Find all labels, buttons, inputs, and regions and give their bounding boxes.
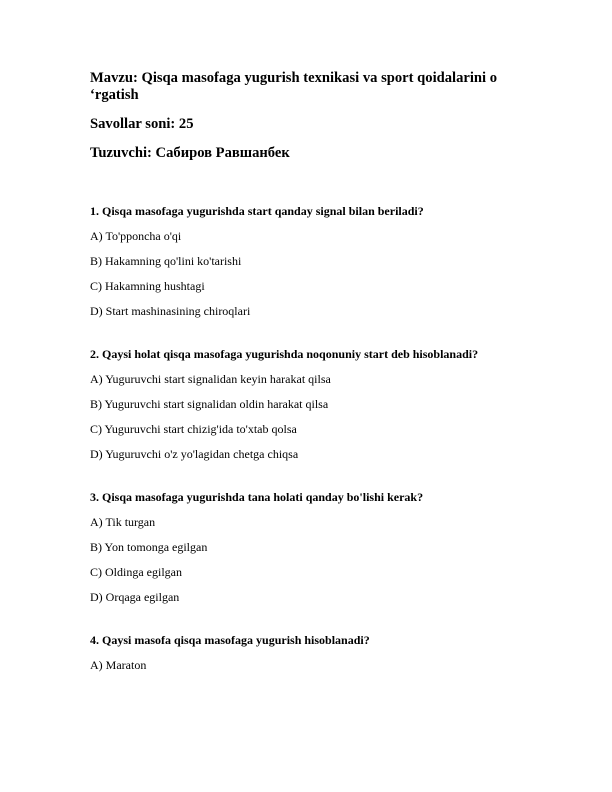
answer-option: A) Yuguruvchi start signalidan keyin harakat qilsa xyxy=(90,372,331,386)
answer-option: B) Yuguruvchi start signalidan oldin harakat qilsa xyxy=(90,397,329,411)
document-header xyxy=(90,70,530,162)
answer-option: B) Yon tomonga egilgan xyxy=(90,540,208,554)
question-text: 2. Qaysi holat qisqa masofaga yugurishda noqonuniy start deb hisoblanadi? xyxy=(90,347,479,361)
answer-option: B) Hakamning qo'lini ko'tarishi xyxy=(90,254,242,268)
answer-option: D) Start mashinasining chiroqlari xyxy=(90,304,251,318)
question-count: Savollar soni: 25 xyxy=(90,116,194,132)
answer-option: C) Yuguruvchi start chizig'ida to'xtab qolsa xyxy=(90,422,297,436)
question-list xyxy=(90,204,540,701)
question-text: 1. Qisqa masofaga yugurishda start qanday signal bilan beriladi? xyxy=(90,204,424,218)
answer-option: D) Orqaga egilgan xyxy=(90,590,180,604)
topic-title-line2: ʻrgatish xyxy=(90,87,139,103)
question-block xyxy=(90,633,540,672)
question-text: 4. Qaysi masofa qisqa masofaga yugurish hisoblanadi? xyxy=(90,633,370,647)
answer-option: A) Maraton xyxy=(90,658,147,672)
answer-option: A) To'pponcha o'qi xyxy=(90,229,182,243)
topic-title-line1: Mavzu: Qisqa masofaga yugurish texnikasi va sport qoidalarini o xyxy=(90,70,498,86)
answer-option: C) Hakamning hushtagi xyxy=(90,279,205,293)
answer-option: C) Oldinga egilgan xyxy=(90,565,182,579)
answer-option: A) Tik turgan xyxy=(90,515,156,529)
question-block xyxy=(90,347,540,461)
question-block xyxy=(90,204,540,318)
author-line: Tuzuvchi: Сабиров Равшанбек xyxy=(90,145,290,161)
question-block xyxy=(90,490,540,604)
topic-title xyxy=(90,70,530,104)
answer-option: D) Yuguruvchi o'z yo'lagidan chetga chiqsa xyxy=(90,447,299,461)
question-text: 3. Qisqa masofaga yugurishda tana holati qanday bo'lishi kerak? xyxy=(90,490,424,504)
